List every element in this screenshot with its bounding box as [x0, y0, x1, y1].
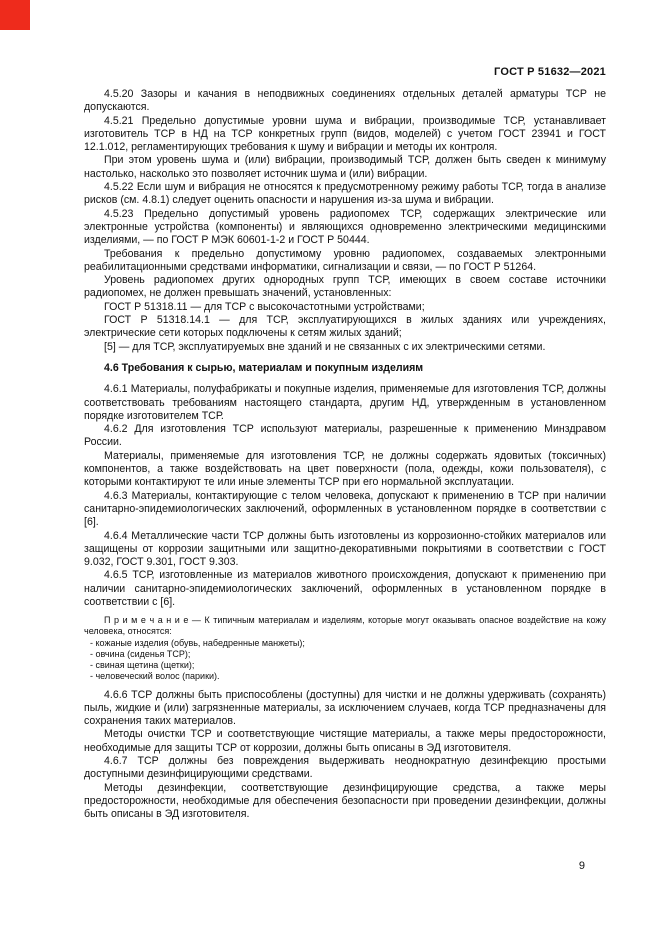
- paragraph: Методы дезинфекции, соответствующие дезинфицирующие средства, а также меры предосторожности, необходимые для обеспечения безопасности при проведении дезинфекции, должны быть описаны в ЭД изготовителя.: [84, 781, 606, 821]
- page-number: 9: [578, 860, 585, 872]
- paragraph: При этом уровень шума и (или) вибрации, производимый ТСР, должен быть сведен к минимуму настолько, насколько это позволяет источник шума и (или) вибрации.: [84, 154, 606, 180]
- document-header: ГОСТ Р 51632—2021: [494, 66, 606, 78]
- paragraph: ГОСТ Р 51318.14.1 — для ТСР, эксплуатирующихся в жилых зданиях или учреждениях, электрические сети которых подключены к сетям жилых зданий;: [84, 314, 606, 340]
- paragraph: 4.6.7 ТСР должны без повреждения выдерживать неоднократную дезинфекцию простыми доступными дезинфицирующими средствами.: [84, 754, 606, 781]
- note-paragraph: П р и м е ч а н и е — К типичным материалам и изделиям, которые могут оказывать опасное воздействие на кожу человека, относятся:: [84, 615, 606, 637]
- paragraph: 4.5.21 Предельно допустимые уровни шума и вибрации, производимые ТСР, устанавливает изготовитель ТСР в НД на ТСР конкретных групп (видов, моделей) с учетом ГОСТ 23941 и ГОСТ 12.1.012, регламентирующих требования к шуму и вибрации и методы их контроля.: [84, 114, 606, 154]
- paragraph: 4.6.3 Материалы, контактирующие с телом человека, допускают к применению в ТСР при наличии санитарно-эпидемиологических заключений, оформленных в установленном порядке в соответствии с [6].: [84, 489, 606, 529]
- paragraph: [5] — для ТСР, эксплуатируемых вне зданий и не связанных с их электрическими сетями.: [104, 340, 546, 353]
- note-list-item: - кожаные изделия (обувь, набедренные манжеты);: [90, 637, 305, 648]
- section-heading: 4.6 Требования к сырью, материалам и покупным изделиям: [104, 361, 424, 374]
- paragraph: 4.6.5 ТСР, изготовленные из материалов животного происхождения, допускают к применению при наличии санитарно-эпидемиологических заключений, оформленных в установленном порядке в соответствии с [6].: [84, 569, 606, 608]
- paragraph: 4.6.1 Материалы, полуфабрикаты и покупные изделия, применяемые для изготовления ТСР, должны соответствовать требованиям настоящего стандарта, другим НД, утвержденным в установленном порядке изготовителем ТСР.: [84, 383, 606, 422]
- paragraph: 4.5.23 Предельно допустимый уровень радиопомех ТСР, содержащих электрические или электронные устройства (компоненты) и являющихся одновременно электрическими медицинскими изделиями, — по ГОСТ Р МЭК 60601-1-2 и ГОСТ Р 50444.: [84, 207, 606, 247]
- paragraph: 4.5.22 Если шум и вибрация не относятся к предусмотренному режиму работы ТСР, тогда в анализе рисков (см. 4.8.1) следует оценить опасности и нарушения из-за шума и вибрации.: [84, 181, 606, 207]
- note-list-item: - овчина (сиденья ТСР);: [90, 648, 191, 659]
- paragraph: 4.6.2 Для изготовления ТСР используют материалы, разрешенные к применению Минздравом России.: [84, 423, 606, 449]
- note-list-item: - свиная щетина (щетки);: [90, 660, 195, 671]
- paragraph: 4.6.4 Металлические части ТСР должны быть изготовлены из коррозионно-стойких материалов или защищены от коррозии защитными или защитно-декоративными покрытиями в соответствии с ГОСТ 9.032, ГОСТ 9.301, ГОСТ 9.303.: [84, 529, 606, 569]
- paragraph: 4.6.6 ТСР должны быть приспособлены (доступны) для чистки и не должны удерживать (сохранять) пыль, жидкие и (или) загрязненные материалы, за исключением случаев, когда ТСР предназначены для сохранения таких материалов.: [84, 688, 606, 728]
- document-body: [84, 88, 606, 821]
- red-corner-marker: [0, 0, 30, 30]
- paragraph: Требования к предельно допустимому уровню радиопомех, создаваемых электронными реабилитационными средствами информатики, сигнализации и связи, — по ГОСТ Р 51264.: [84, 247, 606, 273]
- paragraph: Материалы, применяемые для изготовления ТСР, не должны содержать ядовитых (токсичных) компонентов, а также воздействовать на цвет поверхности (пола, одежды, кожи пользователя), с которыми контактируют те или иные элементы ТСР при его нормальной эксплуатации.: [84, 449, 606, 489]
- paragraph: 4.5.20 Зазоры и качания в неподвижных соединениях отдельных деталей арматуры ТСР не допускаются.: [84, 88, 606, 114]
- paragraph: Уровень радиопомех других однородных групп ТСР, имеющих в своем составе источники радиопомех, не должен превышать значений, установленных:: [84, 274, 606, 300]
- paragraph: ГОСТ Р 51318.11 — для ТСР с высокочастотными устройствами;: [104, 300, 425, 313]
- paragraph: Методы очистки ТСР и соответствующие чистящие материалы, а также меры предосторожности, необходимые для защиты ТСР от коррозии, должны быть описаны в ЭД изготовителя.: [84, 728, 606, 754]
- note-list-item: - человеческий волос (парики).: [90, 671, 220, 682]
